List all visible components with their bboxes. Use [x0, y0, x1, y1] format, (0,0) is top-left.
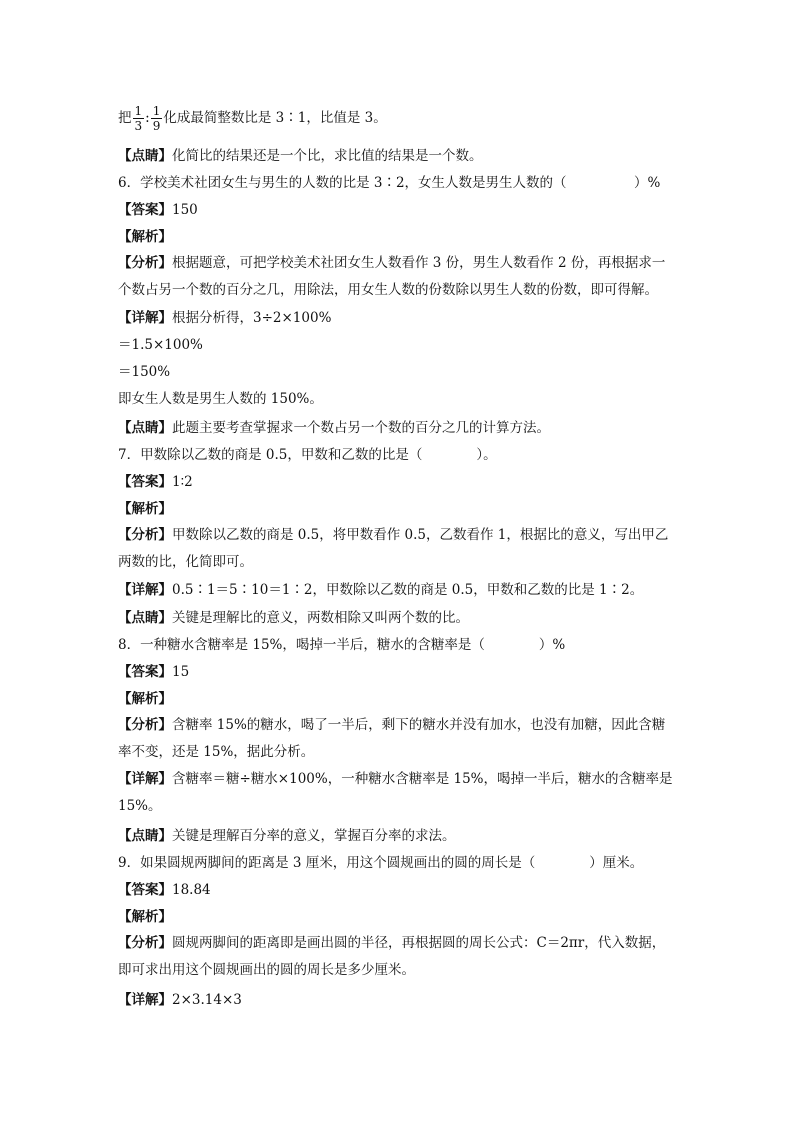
explanation-9-heading: 【解析】: [118, 909, 172, 925]
detail-9: 【详解】2×3.14×3: [118, 992, 242, 1008]
analysis-9: 【分析】圆规两脚间的距离即是画出圆的半径，再根据圆的周长公式：C＝2πr，代入数据，即可求出用这个圆规画出的圆的周长是多少厘米。: [118, 935, 666, 978]
analysis-7: 【分析】甲数除以乙数的商是 0.5，将甲数看作 0.5，乙数看作 1，根据比的意义，写出甲乙两数的比，化简即可。: [118, 527, 669, 570]
detail-6-conclusion: 即女生人数是男生人数的 150%。: [118, 391, 323, 407]
answer-9: 【答案】18.84: [118, 882, 211, 898]
explanation-7-heading: 【解析】: [118, 501, 172, 517]
fraction-one-third: $\frac{1}{3}$: [134, 104, 143, 133]
question-6: 6．学校美术社团女生与男生的人数的比是 3∶2，女生人数是男生人数的（ ）%: [118, 175, 661, 191]
question-9: 9．如果圆规两脚间的距离是 3 厘米，用这个圆规画出的圆的周长是（ ）厘米。: [118, 855, 644, 871]
answer-7: 【答案】1∶2: [118, 474, 193, 490]
answer-8: 【答案】15: [118, 664, 190, 680]
explanation-6-heading: 【解析】: [118, 229, 172, 245]
fraction-one-ninth: $\frac{1}{9}$: [152, 104, 161, 133]
key-point-6: 【点睛】此题主要考查掌握求一个数占另一个数的百分之几的计算方法。: [118, 420, 550, 436]
detail-6-step-2: ＝150%: [118, 364, 171, 380]
detail-6-step-1: ＝1.5×100%: [118, 337, 203, 353]
explanation-8-heading: 【解析】: [118, 691, 172, 707]
key-point-7: 【点睛】关键是理解比的意义，两数相除又叫两个数的比。: [118, 610, 469, 626]
analysis-8: 【分析】含糖率 15%的糖水，喝了一半后，剩下的糖水并没有加水，也没有加糖，因此含糖率不变，还是 15%，据此分析。: [118, 717, 666, 760]
detail-6: 【详解】根据分析得，3÷2×100%: [118, 310, 332, 326]
key-point-5: 【点睛】化简比的结果还是一个比，求比值的结果是一个数。: [118, 148, 483, 164]
detail-7: 【详解】0.5∶1＝5∶10＝1∶2，甲数除以乙数的商是 0.5，甲数和乙数的比是 1∶2。: [118, 582, 644, 598]
question-7: 7．甲数除以乙数的商是 0.5，甲数和乙数的比是（ ）。: [118, 447, 497, 463]
fraction-simplify-line: 把 $\frac{1}{3}$ : $\frac{1}{9}$ 化成最简整数比是 3∶1，比值是 3。: [118, 104, 387, 133]
analysis-6: 【分析】根据题意，可把学校美术社团女生人数看作 3 份，男生人数看作 2 份，再根据求一个数占另一个数的百分之几，用除法，用女生人数的份数除以男生人数的份数，即可得解。: [118, 255, 666, 298]
key-point-8: 【点睛】关键是理解百分率的意义，掌握百分率的求法。: [118, 828, 456, 844]
question-8: 8．一种糖水含糖率是 15%，喝掉一半后，糖水的含糖率是（ ）%: [118, 637, 566, 653]
detail-8: 【详解】含糖率＝糖÷糖水×100%，一种糖水含糖率是 15%，喝掉一半后，糖水的含糖率是 15%。: [118, 771, 673, 814]
answer-6: 【答案】150: [118, 202, 198, 218]
